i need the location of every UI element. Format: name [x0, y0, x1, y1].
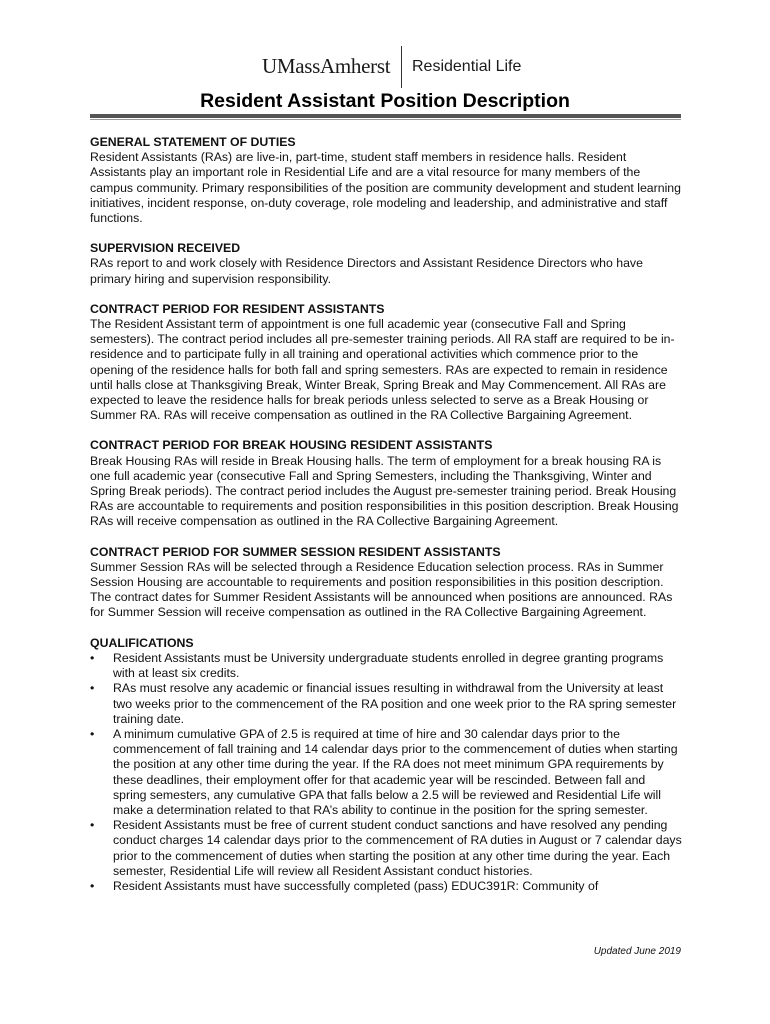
section-contract-break-housing: [90, 438, 682, 529]
list-item-text: Resident Assistants must be University undergraduate students enrolled in degree granting programs with at least six credits.: [113, 650, 664, 681]
list-item: [90, 818, 682, 879]
title-rule: [90, 114, 681, 118]
bullet-icon: •: [90, 878, 95, 893]
residential-life-logo: Residential Life: [412, 58, 522, 75]
list-item: [90, 727, 682, 818]
page-header: [0, 46, 770, 88]
section-text: Summer Session RAs will be selected through a Residence Education selection process. RAs in Summer Session Housing are accountable to requirements and position responsibilities in this position description. The contract dates for Summer Resident Assistants will be announced when positions are announced. RAs for Summer Session will receive compensation as outlined in the RA Collective Bargaining Agreement.: [90, 559, 673, 620]
section-contract-summer: [90, 545, 682, 621]
bullet-icon: •: [90, 726, 95, 741]
qualifications-list: [90, 651, 682, 894]
section-text: The Resident Assistant term of appointment is one full academic year (consecutive Fall and Spring semesters). The contract period includes all pre-semester training periods. All RA staff are required to be in-residence and to participate fully in all training and operational activities which commence prior to the opening of the residence halls for both fall and spring semesters. RAs are expected to remain in residence until halls close at Thanksgiving Break, Winter Break, Spring Break and May Commencement. All RAs are expected to leave the residence halls for break periods unless selected to serve as a Break Housing or Summer RA. RAs will receive compensation as outlined in the RA Collective Bargaining Agreement.: [90, 317, 675, 423]
title-rule-shadow: [90, 119, 681, 120]
section-heading: GENERAL STATEMENT OF DUTIES: [90, 135, 296, 149]
section-text: Resident Assistants (RAs) are live-in, part-time, student staff members in residence halls. Resident Assistants play an important role in Residential Life and are a vital resource for many members of the campus community. Primary responsibilities of the position are community development and student learning initiatives, incident response, on-duty coverage, role modeling and leadership, and administrative and staff functions.: [90, 150, 681, 226]
umass-logo: UMassAmherst: [262, 54, 391, 78]
section-contract-ra: [90, 302, 682, 424]
section-heading: SUPERVISION RECEIVED: [90, 241, 241, 256]
bullet-icon: •: [90, 650, 95, 665]
section-supervision: [90, 241, 682, 287]
section-general-duties: [90, 135, 682, 226]
list-item: [90, 681, 682, 727]
list-item: [90, 879, 682, 894]
section-heading: QUALIFICATIONS: [90, 635, 194, 650]
document-body: [90, 135, 682, 909]
bullet-icon: •: [90, 818, 95, 833]
bullet-icon: •: [90, 681, 95, 696]
list-item-text: RAs must resolve any academic or financial issues resulting in withdrawal from the University at least two weeks prior to the commencement of the RA position and one week prior to the RA spring semester training date.: [113, 681, 677, 726]
list-item-text: Resident Assistants must have successfully completed (pass) EDUC391R: Community of: [113, 878, 599, 893]
section-text: RAs report to and work closely with Residence Directors and Assistant Residence Directors who have primary hiring and supervision responsibility.: [90, 256, 643, 286]
section-qualifications: [90, 636, 682, 894]
updated-date: Updated June 2019: [593, 946, 681, 957]
list-item-text: Resident Assistants must be free of current student conduct sanctions and have resolved any pending conduct charges 14 calendar days prior to the commencement of RA duties in August or 7 calendar days prior to the commencement of duties when starting the position at any other time during the year. Each semester, Residential Life will review all Resident Assistant conduct histories.: [113, 818, 682, 878]
section-heading: CONTRACT PERIOD FOR SUMMER SESSION RESIDENT ASSISTANTS: [90, 544, 501, 559]
page-title: Resident Assistant Position Description: [200, 90, 570, 112]
section-heading: CONTRACT PERIOD FOR RESIDENT ASSISTANTS: [90, 301, 385, 316]
list-item: [90, 651, 682, 681]
list-item-text: A minimum cumulative GPA of 2.5 is required at time of hire and 30 calendar days prior to the commencement of fall training and 14 calendar days prior to the commencement of duties when starting the position at any other time during the year. If the RA does not meet minimum GPA requirements by these deadlines, their employment offer for that academic year will be rescinded. Between fall and spring semesters, any cumulative GPA that falls below a 2.5 will be reviewed and Residential Life will make a determination related to that RA’s ability to continue in the position for the spring semester.: [113, 726, 678, 817]
section-heading: CONTRACT PERIOD FOR BREAK HOUSING RESIDENT ASSISTANTS: [90, 438, 493, 453]
logo-divider: [401, 46, 402, 88]
section-text: Break Housing RAs will reside in Break Housing halls. The term of employment for a break housing RA is one full academic year (consecutive Fall and Spring Semesters, including the Thanksgiving, Winter and Spring Break periods). The contract period includes the August pre-semester training period. Break Housing RAs are accountable to requirements and position responsibilities in this position description. Break Housing RAs will receive compensation as outlined in the RA Collective Bargaining Agreement.: [90, 453, 679, 529]
